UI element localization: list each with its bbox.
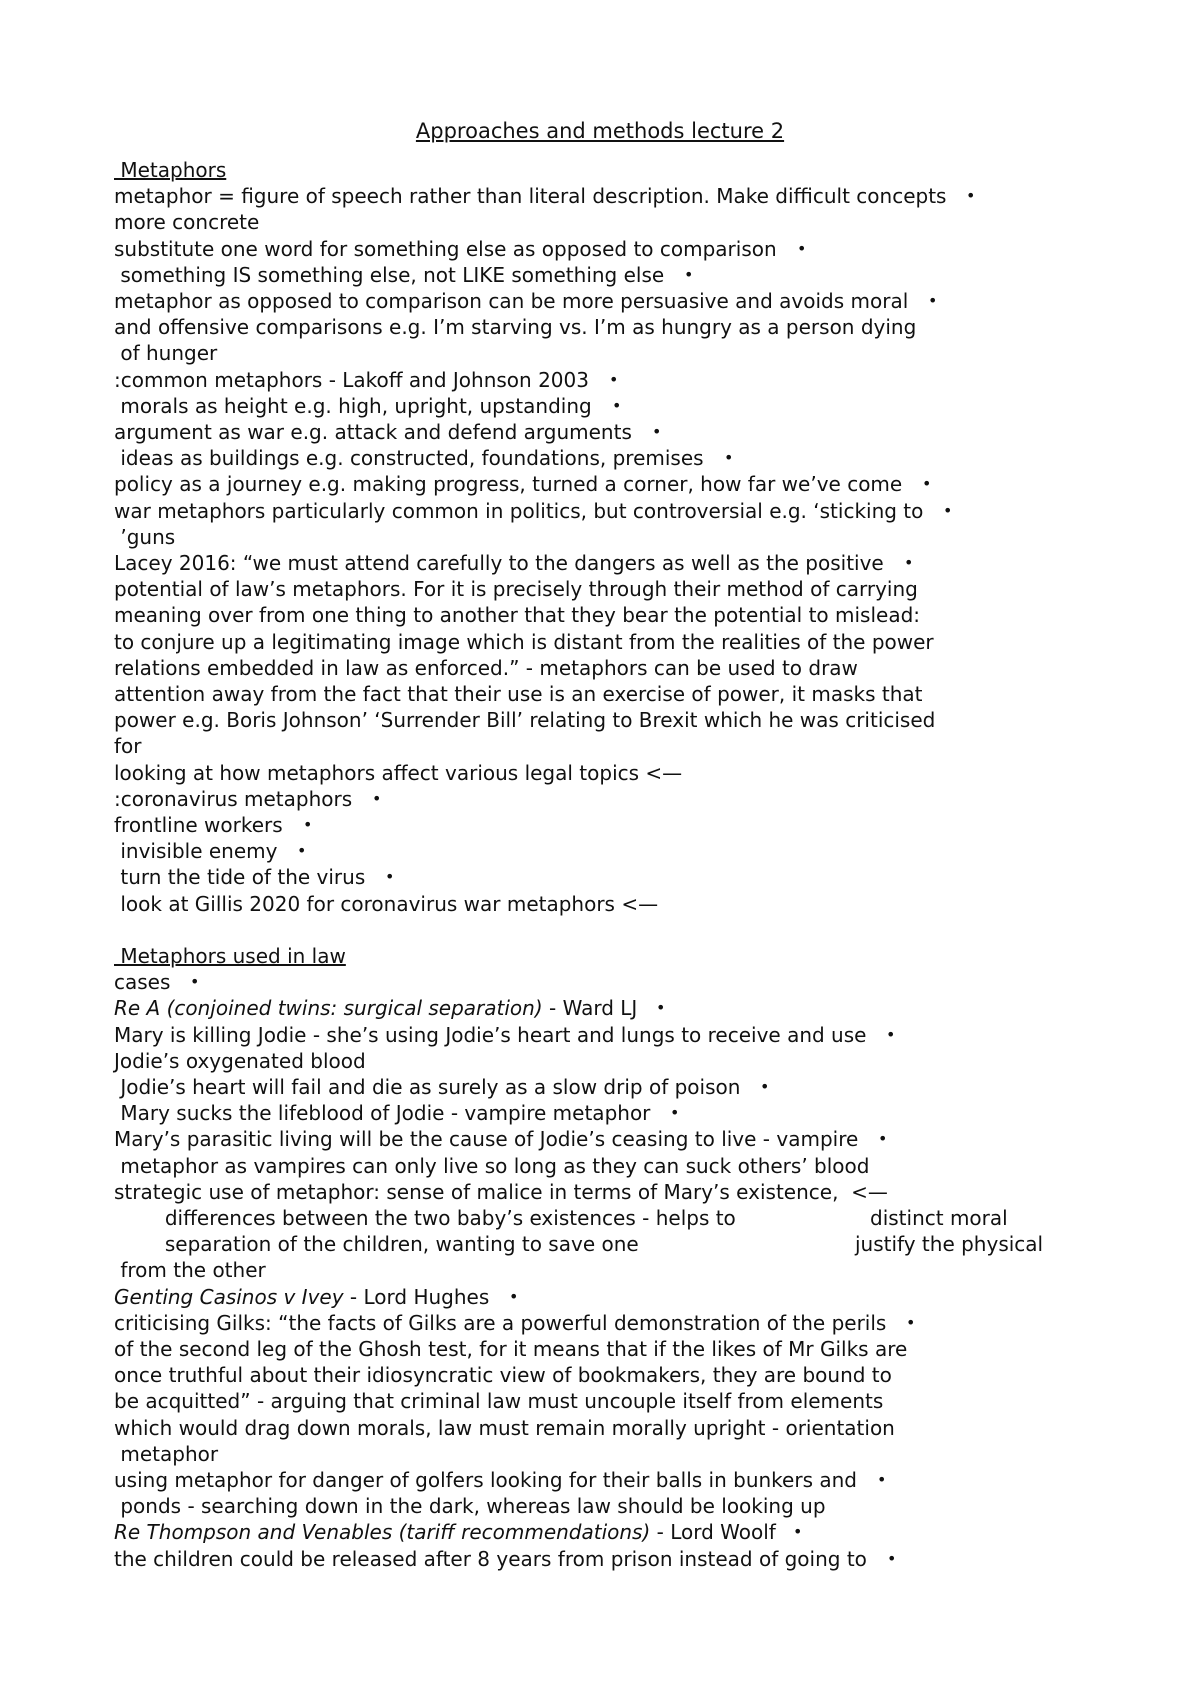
bullet-marker: •	[760, 1077, 770, 1096]
bullet-marker: •	[943, 501, 953, 520]
note-line: separation of the children, wanting to save one	[114, 1232, 639, 1256]
note-line: the children could be released after 8 years from prison instead of going to	[114, 1547, 867, 1571]
note-line: metaphor as vampires can only live so long as they can suck others’ blood	[114, 1154, 870, 1178]
bullet-marker: •	[372, 789, 382, 808]
section-heading: Metaphors used in law	[114, 944, 346, 968]
note-line: war metaphors particularly common in politics, but controversial e.g. ‘sticking to	[114, 499, 924, 523]
bullet-marker: •	[797, 239, 807, 258]
note-line: meaning over from one thing to another that they bear the potential to mislead:	[114, 603, 921, 627]
note-line: Jodie’s oxygenated blood	[114, 1049, 366, 1073]
note-line: policy as a journey e.g. making progress, turned a corner, how far we’ve come	[114, 472, 903, 496]
case-judge: - Lord Hughes	[343, 1285, 490, 1309]
note-line: metaphor	[114, 1442, 219, 1466]
side-note: justify the physical	[855, 1232, 1044, 1256]
note-line: to conjure up a legitimating image which is distant from the realities of the power	[114, 630, 934, 654]
note-line: something IS something else, not LIKE something else	[114, 263, 665, 287]
note-line: attention away from the fact that their use is an exercise of power, it masks that	[114, 682, 923, 706]
note-line: morals as height e.g. high, upright, upstanding	[114, 394, 592, 418]
note-line: cases	[114, 970, 171, 994]
note-line: power e.g. Boris Johnson’ ‘Surrender Bill’ relating to Brexit which he was criticised	[114, 708, 936, 732]
note-line: Mary sucks the lifeblood of Jodie - vampire metaphor	[114, 1101, 651, 1125]
note-line: once truthful about their idiosyncratic view of bookmakers, they are bound to	[114, 1363, 892, 1387]
case-judge: - Lord Woolf	[650, 1520, 776, 1544]
case-name: Re A (conjoined twins: surgical separation)	[114, 996, 543, 1020]
note-line: relations embedded in law as enforced.” - metaphors can be used to draw	[114, 656, 858, 680]
bullet-marker: •	[877, 1470, 887, 1489]
page-title: Approaches and methods lecture 2	[415, 119, 785, 143]
bullet-marker: •	[922, 474, 932, 493]
case-name: Re Thompson and Venables (tariff recommendations)	[114, 1520, 651, 1544]
note-line: argument as war e.g. attack and defend arguments	[114, 420, 632, 444]
bullet-marker: •	[509, 1287, 519, 1306]
note-line: turn the tide of the virus	[114, 865, 366, 889]
note-line: criticising Gilks: “the facts of Gilks are a powerful demonstration of the perils	[114, 1311, 887, 1335]
note-line: and offensive comparisons e.g. I’m starving vs. I’m as hungry as a person dying	[114, 315, 917, 339]
section-heading: Metaphors	[114, 158, 227, 182]
note-line: invisible enemy	[114, 839, 278, 863]
note-line: using metaphor for danger of golfers looking for their balls in bunkers and	[114, 1468, 857, 1492]
note-line: more concrete	[114, 210, 260, 234]
note-line: metaphor as opposed to comparison can be more persuasive and avoids moral	[114, 289, 909, 313]
bullet-marker: •	[670, 1103, 680, 1122]
note-line: look at Gillis 2020 for coronavirus war metaphors <—	[114, 892, 659, 916]
case-judge: - Ward LJ	[542, 996, 638, 1020]
bullet-marker: •	[878, 1129, 888, 1148]
note-line: potential of law’s metaphors. For it is precisely through their method of carrying	[114, 577, 918, 601]
note-line: ideas as buildings e.g. constructed, foundations, premises	[114, 446, 704, 470]
bullet-marker: •	[724, 448, 734, 467]
note-line	[114, 995, 637, 1021]
bullet-marker: •	[190, 972, 200, 991]
bullet-marker: •	[793, 1522, 803, 1541]
note-line: of hunger	[114, 341, 218, 365]
side-note: distinct moral	[870, 1206, 1008, 1230]
bullet-marker: •	[906, 1313, 916, 1332]
note-line: Mary’s parasitic living will be the cause of Jodie’s ceasing to live - vampire	[114, 1127, 859, 1151]
bullet-marker: •	[385, 867, 395, 886]
note-line: for	[114, 734, 142, 758]
note-line: :coronavirus metaphors	[114, 787, 353, 811]
note-line: :common metaphors - Lakoff and Johnson 2003	[114, 368, 589, 392]
bullet-marker: •	[966, 186, 976, 205]
note-line: ’guns	[114, 525, 176, 549]
note-line: Lacey 2016: “we must attend carefully to the dangers as well as the positive	[114, 551, 884, 575]
bullet-marker: •	[887, 1549, 897, 1568]
note-line: Jodie’s heart will fail and die as surely as a slow drip of poison	[114, 1075, 741, 1099]
bullet-marker: •	[904, 553, 914, 572]
case-name: Genting Casinos v Ivey	[114, 1285, 344, 1309]
bullet-marker: •	[928, 291, 938, 310]
bullet-marker: •	[652, 422, 662, 441]
bullet-marker: •	[886, 1025, 896, 1044]
note-line: frontline workers	[114, 813, 283, 837]
bullet-marker: •	[684, 265, 694, 284]
bullet-marker: •	[612, 396, 622, 415]
note-line: be acquitted” - arguing that criminal law must uncouple itself from elements	[114, 1389, 884, 1413]
note-line: from the other	[114, 1258, 266, 1282]
bullet-marker: •	[656, 998, 666, 1017]
note-line: differences between the two baby’s existences - helps to	[114, 1206, 736, 1230]
note-line	[114, 1519, 776, 1545]
note-line: ponds - searching down in the dark, whereas law should be looking up	[114, 1494, 826, 1518]
bullet-marker: •	[303, 815, 313, 834]
note-line	[114, 1284, 489, 1310]
note-line: which would drag down morals, law must remain morally upright - orientation	[114, 1416, 895, 1440]
note-line: strategic use of metaphor: sense of malice in terms of Mary’s existence, <—	[114, 1180, 888, 1204]
note-line: of the second leg of the Ghosh test, for it means that if the likes of Mr Gilks are	[114, 1337, 908, 1361]
bullet-marker: •	[609, 370, 619, 389]
note-line: substitute one word for something else as opposed to comparison	[114, 237, 777, 261]
note-line: Mary is killing Jodie - she’s using Jodie’s heart and lungs to receive and use	[114, 1023, 867, 1047]
note-line: metaphor = figure of speech rather than literal description. Make difficult concepts	[114, 184, 947, 208]
note-line: looking at how metaphors affect various legal topics <—	[114, 761, 683, 785]
bullet-marker: •	[297, 841, 307, 860]
